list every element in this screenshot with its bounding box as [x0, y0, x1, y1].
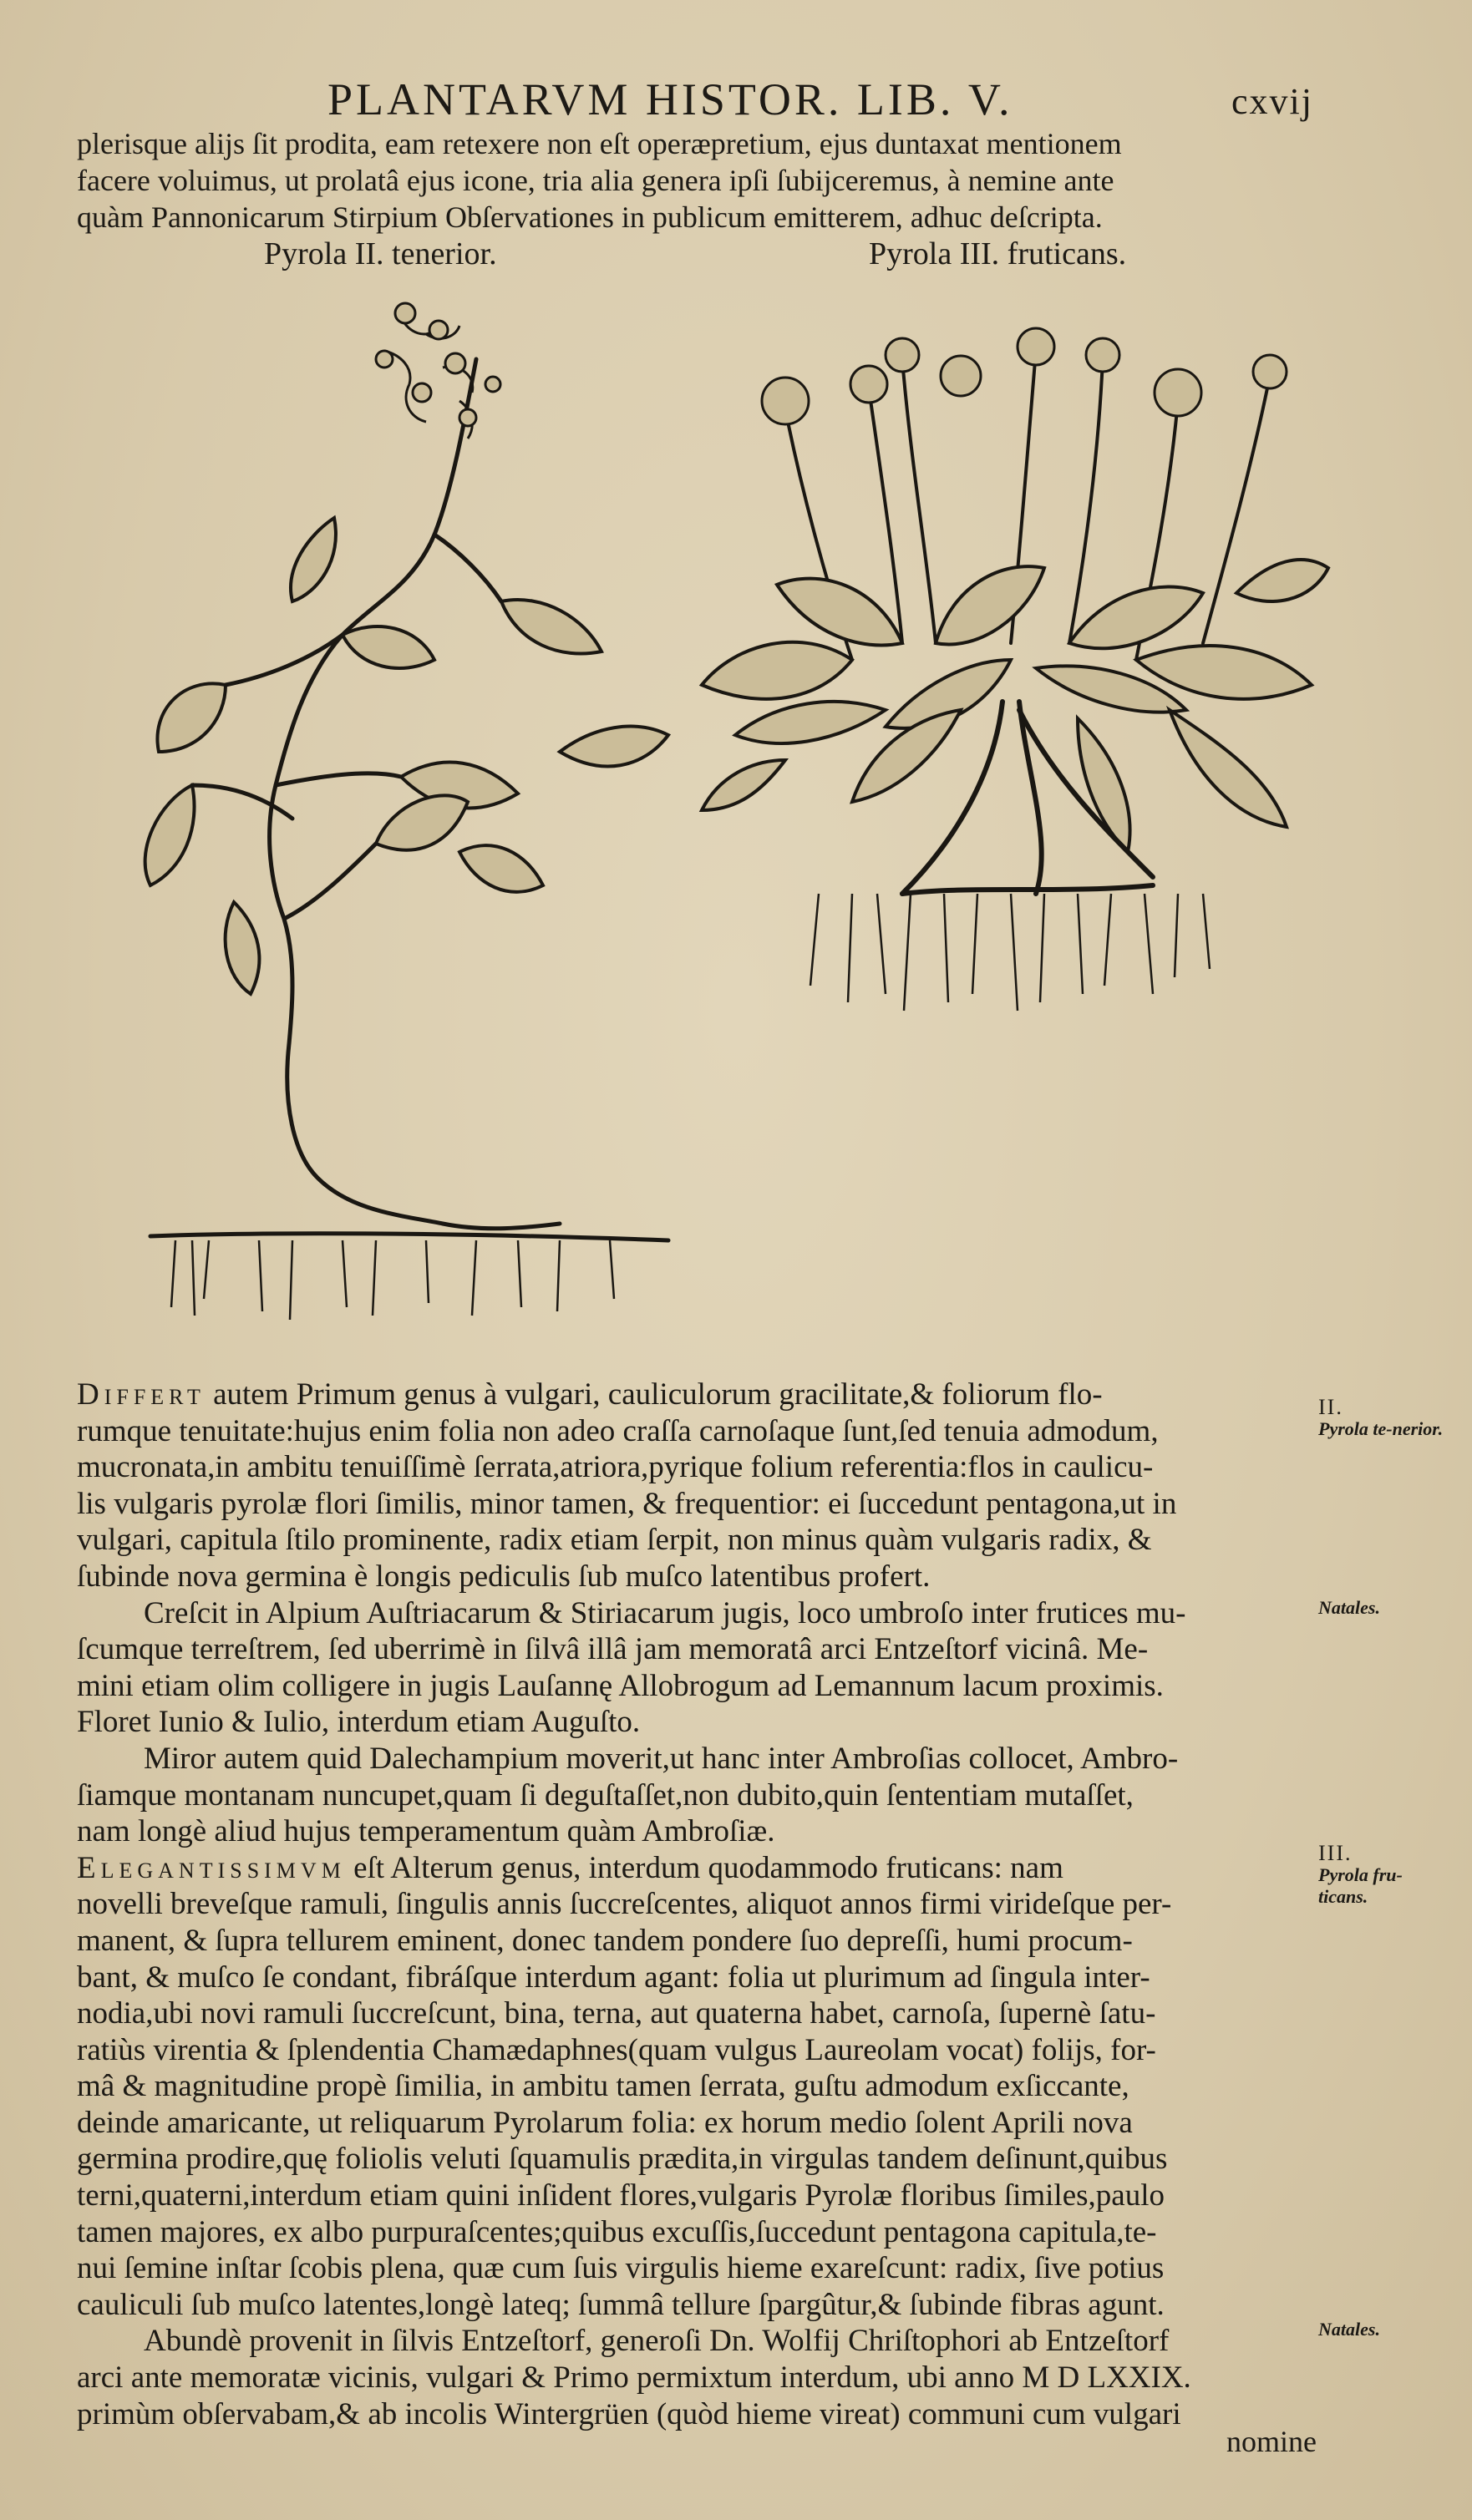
margin-note-text: Natales. — [1318, 2319, 1380, 2340]
margin-note-text: Natales. — [1318, 1597, 1380, 1618]
text-line: tamen majores, ex albo purpuraſcentes;quibus excuſſis,ſuccedunt pentagona capitula,te- — [77, 2214, 1157, 2249]
margin-note — [1318, 2319, 1452, 2340]
margin-note — [1318, 1843, 1452, 1908]
text-line: germina prodire,quę foliolis veluti ſquamulis prædita,in virgulas tandem deſinunt,quibus — [77, 2142, 1168, 2177]
pyrola-tenerior-woodcut — [125, 284, 693, 1361]
lead-word: Differt — [77, 1377, 206, 1412]
text-line: quàm Pannonicarum Stirpium Obſervationes in publicum emitterem, adhuc deſcripta. — [77, 200, 1103, 234]
text-line: novelli breveſque ramuli, ſingulis annis ſuccreſcentes, aliquot annos firmi virideſque per- — [77, 1887, 1172, 1922]
catchword: nomine — [1226, 2425, 1317, 2458]
body-text — [77, 1377, 1330, 2432]
text-line: Creſcit in Alpium Auſtriacarum & Stiriacarum jugis, loco umbroſo inter frutices mu- — [144, 1595, 1186, 1630]
text-line: cauliculi ſub muſco latentes,longè lateq; ſummâ tellure ſpargûtur,& ſubinde fibras agunt. — [77, 2287, 1165, 2322]
folio-number: cxvij — [1231, 81, 1313, 122]
left-figure-caption: Pyrola II. tenerior. — [264, 236, 497, 271]
line-rest: autem Primum genus à vulgari, cauliculorum gracilitate,& foliorum flo- — [205, 1377, 1103, 1412]
text-line: ſcumque terreſtrem, ſed uberrimè in ſilvâ illâ jam memoratâ arci Entzeſtorf vicinâ. Me- — [77, 1632, 1149, 1667]
text-line: rumque tenuitate:hujus enim folia non adeo craſſa carnoſaque ſunt,ſed tenuia admodum, — [77, 1413, 1159, 1448]
text-line: lis vulgaris pyrolæ flori ſimilis, minor tamen, & frequentior: ei ſuccedunt pentagona,ut in — [77, 1486, 1177, 1521]
margin-note-number: II. — [1318, 1395, 1343, 1419]
right-figure-caption: Pyrola III. fruticans. — [869, 236, 1127, 271]
text-line: bant, & muſco ſe condant, fibráſque interdum agant: folia ut plurimum ad ſingula inter- — [77, 1960, 1150, 1995]
text-line: ratiùs virentia & ſplendentia Chamædaphnes(quam vulgus Laureolam vocat) folijs, for- — [77, 2032, 1156, 2067]
text-line: nui ſemine inſtar ſcobis plena, quæ cum ſuis virgulis hieme exareſcunt: radix, ſive potius — [77, 2251, 1165, 2286]
text-line: ſiamque montanam nuncupet,quam ſi deguſtaſſet,non dubito,quin ſententiam mutaſſet, — [77, 1777, 1134, 1813]
text-line: primùm obſervabam,& ab incolis Wintergrüen (quòd hieme vireat) communi cum vulgari — [77, 2396, 1181, 2431]
running-title: PLANTARVM HISTOR. LIB. V. — [327, 74, 1013, 124]
text-line: deinde amaricante, ut reliquarum Pyrolarum folia: ex horum medio ſolent Aprili nova — [77, 2105, 1133, 2140]
pyrola-fruticans-woodcut — [685, 309, 1337, 1253]
text-line: mini etiam olim colligere in jugis Lauſannę Allobrogum ad Lemannum lacum proximis. — [77, 1668, 1164, 1703]
text-line: terni,quaterni,interdum etiam quini inſident flores,vulgaris Pyrolæ floribus ſimiles,paulo — [77, 2178, 1165, 2213]
text-line: mucronata,in ambitu tenuiſſimè ſerrata,atriora,pyrique folium referentia:flos in caulicu- — [77, 1450, 1154, 1485]
lead-word: Elegantissimvm — [77, 1850, 346, 1885]
text-line: vulgari, capitula ſtilo prominente, radix etiam ſerpit, non minus quàm vulgaris radix, & — [77, 1523, 1152, 1558]
margin-note-text: Pyrola fru-ticans. — [1318, 1864, 1403, 1907]
text-line: nodia,ubi novi ramuli ſuccreſcunt, bina, terna, aut quaterna habet, carnoſa, ſupernè ſatu- — [77, 1996, 1156, 2031]
text-line: nam longè aliud hujus temperamentum quàm Ambroſiæ. — [77, 1814, 775, 1849]
text-line: Miror autem quid Dalechampium moverit,ut hanc inter Ambroſias collocet, Ambro- — [144, 1741, 1179, 1776]
text-line: ſubinde nova germina è longis pediculis ſub muſco latentibus profert. — [77, 1559, 931, 1594]
margin-note-number: III. — [1318, 1841, 1353, 1865]
line-rest: eſt Alterum genus, interdum quodammodo fruticans: nam — [345, 1850, 1063, 1885]
text-line — [77, 1850, 1330, 1887]
text-line: manent, & ſupra tellurem eminent, donec tandem pondere ſuo depreſſi, humi procum- — [77, 1923, 1133, 1958]
text-line: plerisque alijs ſit prodita, eam retexere non eſt operæpretium, ejus duntaxat mentionem — [77, 127, 1122, 160]
text-line — [77, 1377, 1330, 1413]
text-line: arci ante memoratæ vicinis, vulgari & Primo permixtum interdum, ubi anno M D LXXIX. — [77, 2360, 1191, 2396]
margin-note-text: Pyrola te-nerior. — [1318, 1418, 1444, 1439]
text-line: Floret Iunio & Iulio, interdum etiam Auguſto. — [77, 1705, 641, 1740]
margin-note — [1318, 1597, 1452, 1619]
text-line: facere voluimus, ut prolatâ ejus icone, tria alia genera ipſi ſubijceremus, à nemine ante — [77, 164, 1114, 197]
intro-paragraph — [77, 125, 1305, 236]
margin-note — [1318, 1397, 1452, 1440]
text-line: Abundè provenit in ſilvis Entzeſtorf, generoſi Dn. Wolfij Chriſtophori ab Entzeſtorf — [144, 2324, 1170, 2359]
text-line: mâ & magnitudine propè ſimilia, in ambitu tamen ſerrata, guſtu admodum exſiccante, — [77, 2069, 1129, 2104]
